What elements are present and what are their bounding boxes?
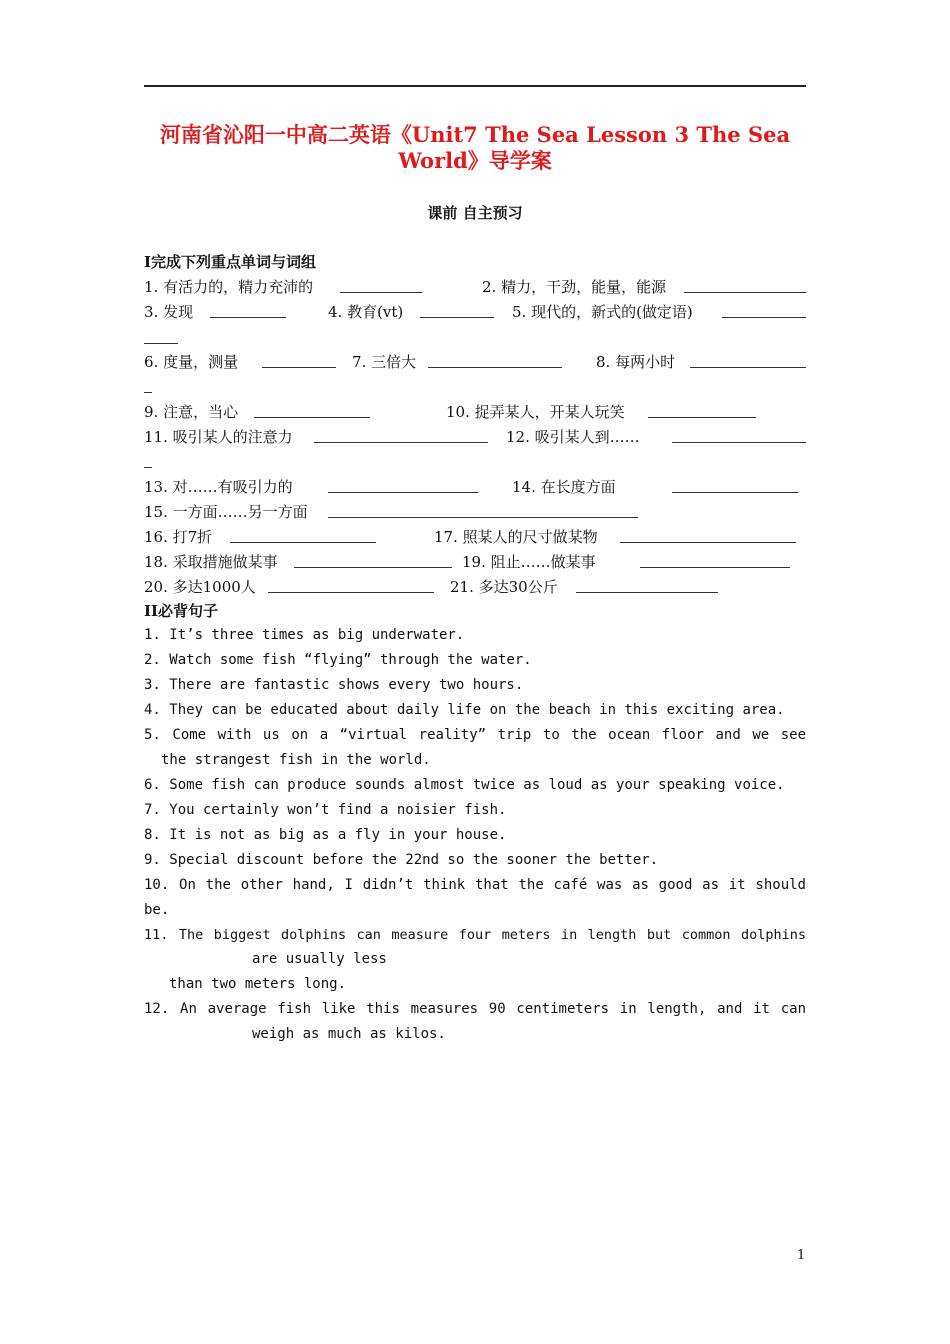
vocab-item: 12. 吸引某人到…… <box>506 428 640 446</box>
vocab-item: 1. 有活力的，精力充沛的 <box>144 278 314 296</box>
vocab-item: 3. 发现 <box>144 303 194 321</box>
sentence-continuation: than two meters long. <box>169 976 347 992</box>
answer-blank[interactable] <box>262 367 336 368</box>
vocab-row <box>144 551 806 575</box>
vocab-item: 14. 在长度方面 <box>512 478 616 496</box>
vocab-row <box>144 401 806 425</box>
answer-blank[interactable] <box>576 592 718 593</box>
sentence-continuation: are usually less <box>252 951 387 967</box>
sentence: 5. Come with us on a “virtual reality” trip to the ocean floor and we see <box>144 727 806 743</box>
vocab-item: 19. 阻止……做某事 <box>462 553 596 571</box>
vocab-row <box>144 576 806 600</box>
section2-heading: II必背句子 <box>144 602 219 620</box>
sentence: 11. The biggest dolphins can measure four meters in length but common dolphins <box>144 927 806 943</box>
answer-blank[interactable] <box>254 417 370 418</box>
sentence-continuation: the strangest fish in the world. <box>161 752 431 768</box>
answer-blank[interactable] <box>420 317 494 318</box>
vocab-row <box>144 351 806 375</box>
answer-blank-continuation[interactable] <box>144 343 178 344</box>
answer-blank[interactable] <box>328 492 478 493</box>
vocab-item: 5. 现代的，新式的(做定语) <box>512 303 693 321</box>
sentence: 7. You certainly won’t find a noisier fish. <box>144 802 507 818</box>
answer-blank[interactable] <box>672 492 798 493</box>
sentence: 10. On the other hand, I didn’t think that the café was as good as it should <box>144 877 806 893</box>
vocab-row <box>144 301 806 325</box>
sentence: 1. It’s three times as big underwater. <box>144 627 465 643</box>
answer-blank[interactable] <box>314 442 488 443</box>
answer-blank[interactable] <box>230 542 376 543</box>
vocab-item: 11. 吸引某人的注意力 <box>144 428 293 446</box>
sentence: 12. An average fish like this measures 90 centimeters in length, and it can <box>144 1001 806 1017</box>
header-rule <box>144 85 806 87</box>
vocab-row <box>144 501 806 525</box>
vocab-item: 17. 照某人的尺寸做某物 <box>434 528 598 546</box>
sentence-continuation: weigh as much as kilos. <box>252 1026 446 1042</box>
vocab-row <box>144 426 806 450</box>
answer-blank-continuation[interactable] <box>144 392 152 393</box>
answer-blank[interactable] <box>648 417 756 418</box>
answer-blank[interactable] <box>620 542 796 543</box>
vocab-item: 7. 三倍大 <box>352 353 417 371</box>
vocab-row <box>144 476 806 500</box>
vocab-item: 2. 精力，干劲，能量，能源 <box>482 278 667 296</box>
page-number: 1 <box>797 1248 806 1263</box>
sentence: 9. Special discount before the 22nd so the sooner the better. <box>144 852 659 868</box>
vocab-item: 13. 对……有吸引力的 <box>144 478 293 496</box>
vocab-item: 6. 度量，测量 <box>144 353 239 371</box>
subtitle: 课前 自主预习 <box>427 204 523 222</box>
section1-heading: I完成下列重点单词与词组 <box>144 253 317 271</box>
vocab-item: 8. 每两小时 <box>596 353 676 371</box>
vocab-item: 9. 注意，当心 <box>144 403 239 421</box>
vocab-item: 16. 打7折 <box>144 528 213 546</box>
vocab-item: 20. 多达1000人 <box>144 578 256 596</box>
answer-blank[interactable] <box>428 367 562 368</box>
answer-blank[interactable] <box>690 367 806 368</box>
sentence: 2. Watch some fish “flying” through the water. <box>144 652 532 668</box>
sentence: 3. There are fantastic shows every two hours. <box>144 677 524 693</box>
answer-blank[interactable] <box>328 517 638 518</box>
sentence: 6. Some fish can produce sounds almost twice as loud as your speaking voice. <box>144 777 785 793</box>
sentence-continuation: be. <box>144 902 170 918</box>
answer-blank[interactable] <box>268 592 434 593</box>
page-title: 河南省沁阳一中高二英语《Unit7 The Sea Lesson 3 The Sea World》导学案 <box>159 122 791 173</box>
vocab-item: 21. 多达30公斤 <box>450 578 558 596</box>
vocab-item: 15. 一方面……另一方面 <box>144 503 308 521</box>
vocab-item: 10. 捉弄某人，开某人玩笑 <box>446 403 625 421</box>
vocab-row <box>144 526 806 550</box>
answer-blank[interactable] <box>294 567 452 568</box>
answer-blank[interactable] <box>340 292 422 293</box>
answer-blank[interactable] <box>684 292 806 293</box>
vocab-row <box>144 276 806 300</box>
answer-blank[interactable] <box>672 442 806 443</box>
sentence: 8. It is not as big as a fly in your house. <box>144 827 507 843</box>
answer-blank[interactable] <box>210 317 286 318</box>
answer-blank-continuation[interactable] <box>144 467 152 468</box>
sentence: 4. They can be educated about daily life on the beach in this exciting area. <box>144 702 785 718</box>
vocab-item: 4. 教育(vt) <box>328 303 404 321</box>
answer-blank[interactable] <box>722 317 806 318</box>
answer-blank[interactable] <box>640 567 790 568</box>
vocab-item: 18. 采取措施做某事 <box>144 553 278 571</box>
